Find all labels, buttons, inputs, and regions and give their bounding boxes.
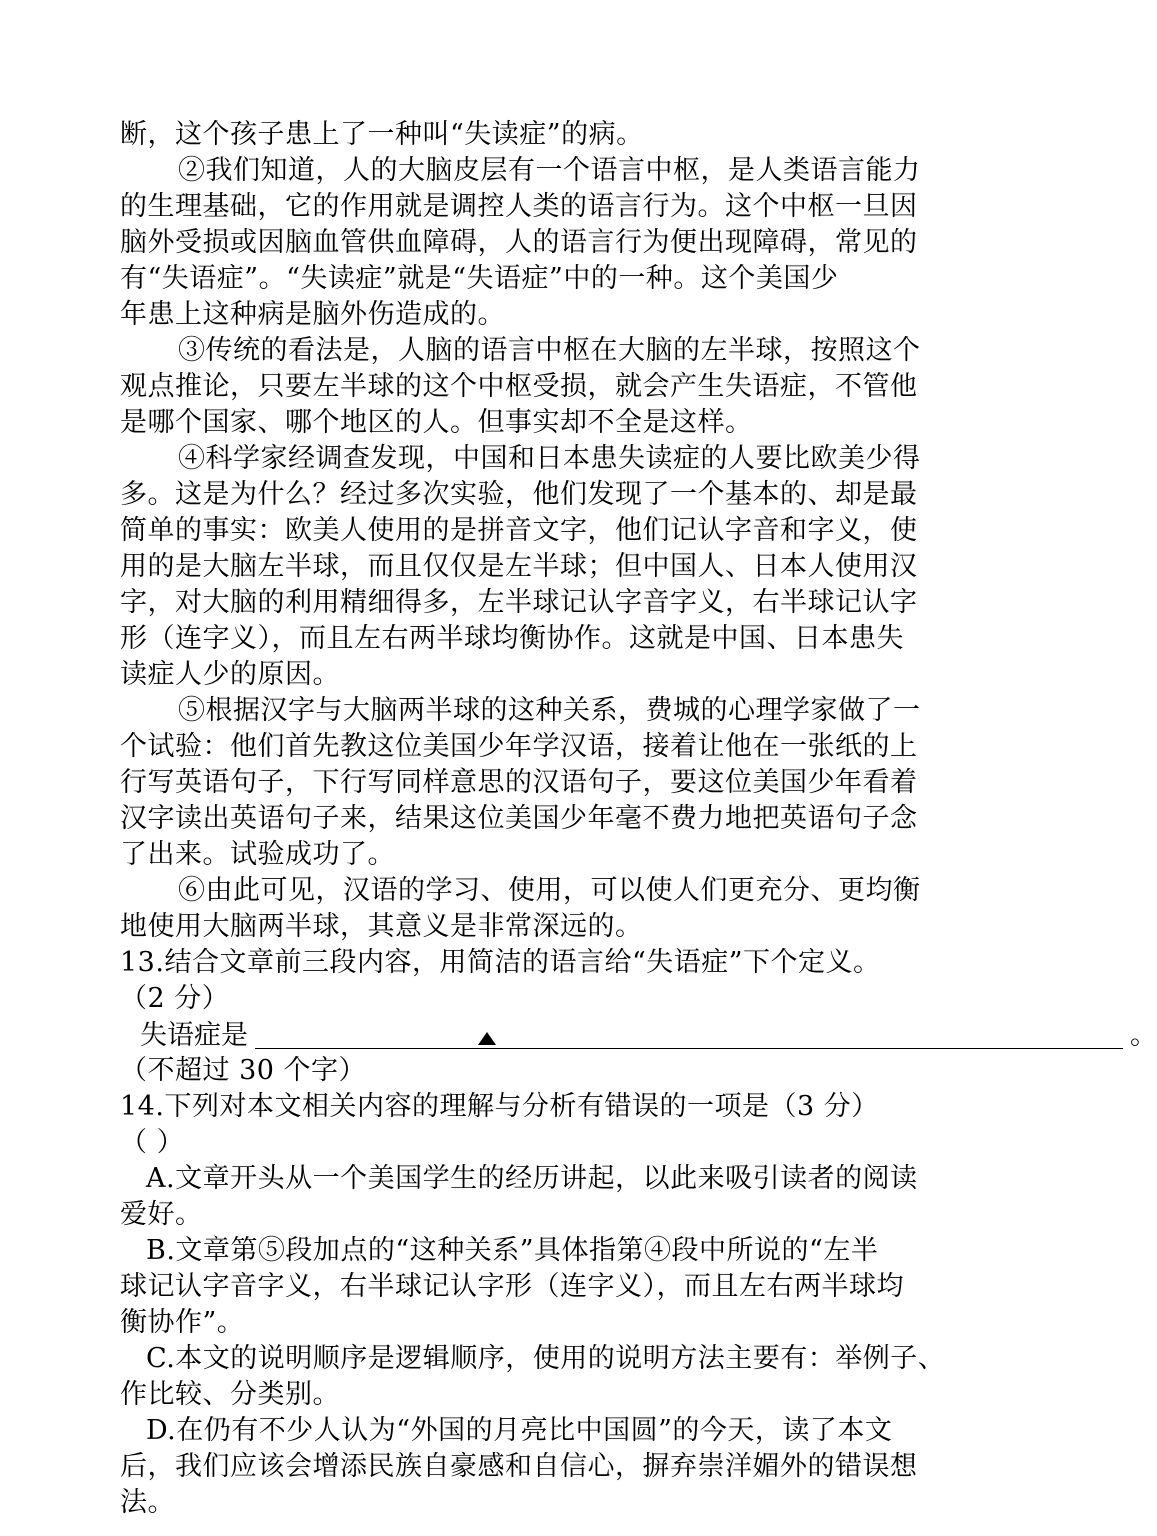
text-line: 观点推论，只要左半球的这个中枢受损，就会产生失语症，不管他: [120, 371, 918, 402]
option-a: A.文章开头从一个美国学生的经历讲起，以此来吸引读者的阅读: [146, 1163, 918, 1194]
paragraph-4-line: ④科学家经调查发现，中国和日本患失读症的人要比欧美少得: [178, 443, 921, 474]
triangle-marker-icon: [478, 1032, 496, 1045]
option-c-cont: 作比较、分类别。: [120, 1379, 340, 1410]
option-d-cont: 后，我们应该会增添民族自豪感和自信心，摒弃崇洋媚外的错误想: [120, 1451, 918, 1482]
text-line: 汉字读出英语句子来，结果这位美国少年毫不费力地把英语句子念: [120, 803, 918, 834]
paragraph-3-line: ③传统的看法是，人脑的语言中枢在大脑的左半球，按照这个: [178, 335, 921, 366]
answer-label: 失语症是: [140, 1020, 248, 1051]
text-line: 简单的事实：欧美人使用的是拼音文字，他们记认字音和字义，使: [120, 515, 918, 546]
option-d: D.在仍有不少人认为“外国的月亮比中国圆”的今天，读了本文: [146, 1415, 893, 1446]
text-line: 地使用大脑两半球，其意义是非常深远的。: [120, 911, 643, 942]
paragraph-6-line: ⑥由此可见，汉语的学习、使用，可以使人们更充分、更均衡: [178, 875, 921, 906]
text-line: 断，这个孩子患上了一种叫“失读症”的病。: [120, 119, 644, 150]
text-line: 的生理基础，它的作用就是调控人类的语言行为。这个中枢一旦因: [120, 191, 918, 222]
paragraph-2-line: ②我们知道，人的大脑皮层有一个语言中枢，是人类语言能力: [178, 155, 921, 186]
option-a-cont: 爱好。: [120, 1199, 203, 1230]
text-line: 年患上这种病是脑外伤造成的。: [120, 299, 505, 330]
question-14: 14.下列对本文相关内容的理解与分析有错误的一项是（3 分）: [120, 1091, 879, 1122]
question-13-points: （2 分）: [120, 983, 230, 1014]
text-line: 个试验：他们首先教这位美国少年学汉语，接着让他在一张纸的上: [120, 731, 918, 762]
answer-row: [140, 1014, 1157, 1054]
answer-blank[interactable]: [255, 1048, 1123, 1049]
answer-parentheses: （ ）: [120, 1127, 185, 1158]
paragraph-5-line: ⑤根据汉字与大脑两半球的这种关系，费城的心理学家做了一: [178, 695, 921, 726]
option-b: B.文章第⑤段加点的“这种关系”具体指第④段中所说的“左半: [146, 1235, 879, 1266]
text-line: 脑外受损或因脑血管供血障碍，人的语言行为便出现障碍，常见的: [120, 227, 918, 258]
option-d-cont: 法。: [120, 1487, 175, 1518]
text-line: 行写英语句子，下行写同样意思的汉语句子，要这位美国少年看着: [120, 767, 918, 798]
text-line: 字，对大脑的利用精细得多，左半球记认字音字义，右半球记认字: [120, 587, 918, 618]
option-b-cont: 球记认字音字义，右半球记认字形（连字义），而且左右两半球均: [120, 1271, 904, 1302]
answer-end: 。: [1130, 1020, 1157, 1051]
answer-limit: （不超过 30 个字）: [120, 1055, 367, 1086]
question-13: 13.结合文章前三段内容，用简洁的语言给“失语症”下个定义。: [120, 947, 881, 978]
text-line: 是哪个国家、哪个地区的人。但事实却不全是这样。: [120, 407, 753, 438]
text-line: 用的是大脑左半球，而且仅仅是左半球；但中国人、日本人使用汉: [120, 551, 918, 582]
text-line: 形（连字义），而且左右两半球均衡协作。这就是中国、日本患失: [120, 623, 904, 654]
text-line: 了出来。试验成功了。: [120, 839, 395, 870]
text-line: 多。这是为什么？经过多次实验，他们发现了一个基本的、却是最: [120, 479, 918, 510]
option-b-cont: 衡协作”。: [120, 1307, 245, 1338]
option-c: C.本文的说明顺序是逻辑顺序，使用的说明方法主要有：举例子、: [146, 1343, 946, 1374]
text-line: 有“失语症”。“失读症”就是“失语症”中的一种。这个美国少: [120, 263, 839, 294]
text-line: 读症人少的原因。: [120, 659, 340, 690]
